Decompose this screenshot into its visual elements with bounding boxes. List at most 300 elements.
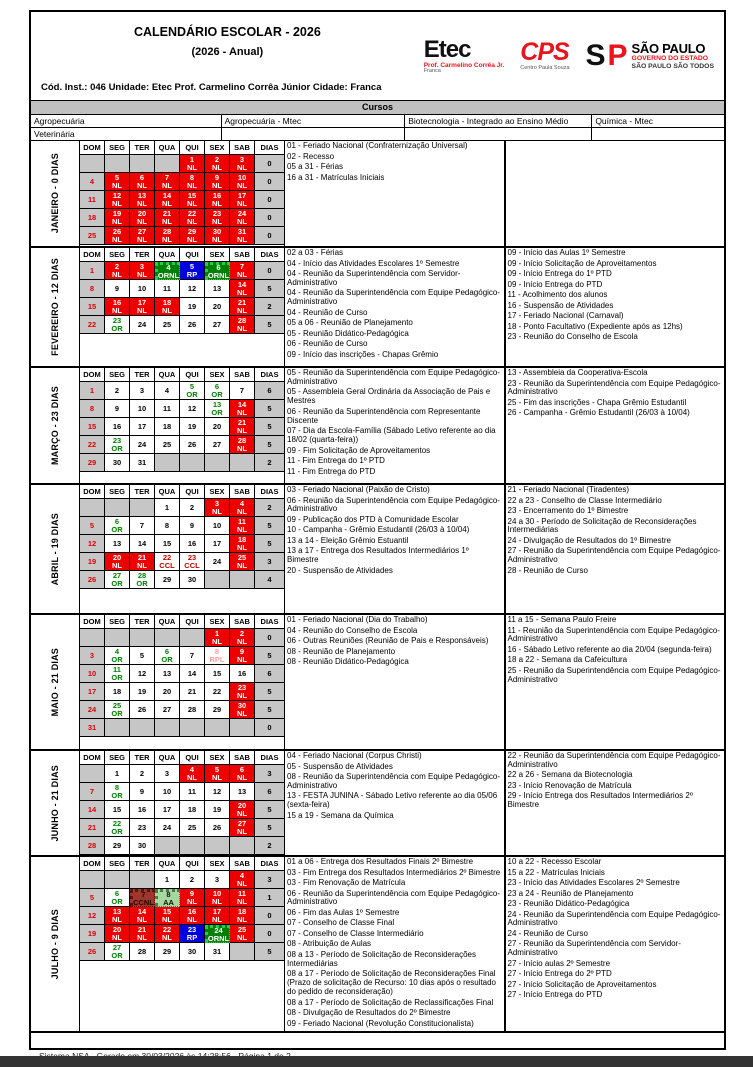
day-code: NL [187, 162, 197, 172]
empty-day-cell [105, 871, 130, 889]
dias-count-cell: 5 [255, 280, 284, 298]
month-label: JUNHO - 21 DIAS [50, 764, 60, 842]
empty-day-cell [155, 719, 180, 737]
day-cell [180, 191, 205, 209]
calendar-grid [80, 751, 284, 855]
day-cell [130, 436, 155, 454]
event-item: 23 - Início das Atividades Escolares 2º Semestre [507, 878, 680, 887]
month-block [31, 615, 724, 751]
day-cell [80, 647, 105, 665]
day-cell [180, 227, 205, 245]
event-item: 08 a 13 - Período de Solicitação de Reconsiderações Intermediárias [287, 949, 477, 968]
empty-day-cell [155, 629, 180, 647]
day-number: 14 [237, 279, 247, 289]
day-code: NL [237, 323, 247, 333]
event-item: 06 - Outras Reuniões (Reunião de Pais e Responsáveis) [287, 636, 489, 645]
day-cell [105, 436, 130, 454]
day-cell [180, 298, 205, 316]
calendar-grid [80, 368, 284, 472]
event-item: 10 - Campanha - Grêmio Estudantil (26/03 à 10/04) [287, 525, 470, 535]
day-number: 11 [163, 283, 171, 293]
calendar-area [80, 368, 285, 483]
day-number: 30 [212, 226, 222, 236]
weekday-header-cell: SEG [105, 615, 130, 629]
day-code: NL [137, 216, 147, 226]
day-cell [80, 454, 105, 472]
event-item: 23 - Início Renovação de Matrícula [507, 780, 632, 790]
course-cell: Agropecuária - Mtec [222, 115, 406, 128]
day-code: NL [212, 772, 222, 782]
events-column-1 [285, 141, 505, 246]
event-item: 11 - Reunião da Superintendência com Equipe Pedagógico-Administrativo [507, 625, 720, 644]
weekday-header-cell: TER [130, 141, 155, 155]
day-number: 30 [137, 840, 147, 850]
day-cell [130, 298, 155, 316]
day-number: 18 [237, 534, 247, 544]
event-item: 29 - Início Entrega dos Resultados Intermediários 2º Bimestre [507, 791, 693, 810]
event-item: 02 - Recesso [287, 151, 335, 161]
page-title: CALENDÁRIO ESCOLAR - 2026 [133, 25, 321, 39]
event-item: 23 - Reunião da Superintendência com Equipe Pedagógico-Administrativo [507, 378, 721, 397]
event-item: 03 - Feriado Nacional (Paixão de Cristo) [287, 485, 430, 494]
empty-day-cell [80, 765, 105, 783]
dias-count-cell: 6 [255, 783, 284, 801]
day-cell [105, 418, 130, 436]
day-cell [80, 535, 105, 553]
day-number: 9 [189, 520, 195, 530]
events-column-1 [285, 485, 505, 613]
dias-count-cell: 5 [255, 819, 284, 837]
event-item: 07 - Conselho de Classe Intermediário [287, 928, 424, 938]
day-code: NL [137, 914, 147, 924]
events-column-1 [285, 248, 505, 366]
day-number: 27 [112, 570, 122, 580]
day-number: 26 [187, 439, 197, 449]
event-item: 06 - Reunião de Curso [287, 339, 368, 349]
dias-count-cell: 5 [255, 517, 284, 535]
dias-count-cell: 2 [255, 499, 284, 517]
day-number: 11 [88, 194, 96, 204]
weekday-header-cell: SEX [205, 751, 230, 765]
day-cell [130, 819, 155, 837]
events-column-2 [505, 368, 725, 483]
day-code: RPL [209, 654, 225, 664]
day-code: NL [162, 305, 172, 315]
day-cell [180, 499, 205, 517]
day-number: 24 [212, 556, 222, 566]
events-column-1 [285, 368, 505, 483]
day-code: ORNL [207, 271, 230, 280]
day-number: 23 [137, 822, 147, 832]
day-number: 1 [214, 628, 220, 638]
day-code: NL [112, 216, 122, 226]
day-cell [155, 436, 180, 454]
day-cell [130, 418, 155, 436]
day-cell [180, 783, 205, 801]
sp-logo-subtitle-2: SÃO PAULO SÃO TODOS [631, 62, 714, 70]
day-number: 17 [212, 538, 222, 548]
etec-logo-city: Franca [423, 68, 441, 74]
day-number: 12 [212, 786, 222, 796]
day-number: 1 [164, 502, 170, 512]
day-cell [155, 400, 180, 418]
month-label: FEVEREIRO - 12 DIAS [50, 258, 60, 356]
day-code: NL [112, 932, 122, 942]
day-code: NL [237, 407, 247, 417]
day-code: NL [237, 162, 247, 172]
day-number: 18 [162, 297, 172, 307]
weekday-header-cell: SEX [205, 368, 230, 382]
day-number: 21 [137, 924, 147, 934]
event-item: 08 - Reunião de Planejamento [287, 646, 396, 656]
day-number: 16 [112, 297, 122, 307]
day-number: 15 [162, 906, 172, 916]
day-code: NL [212, 216, 222, 226]
course-cell [405, 128, 592, 141]
empty-day-cell [230, 571, 255, 589]
day-code: OR [111, 323, 123, 333]
day-cell [205, 819, 230, 837]
event-item: 05 a 31 - Férias [287, 162, 344, 171]
day-number: 20 [212, 421, 222, 431]
event-item: 22 a 23 - Conselho de Classe Intermediário [507, 495, 662, 505]
empty-day-cell [205, 571, 230, 589]
day-code: NL [137, 305, 147, 315]
month-label-cell [31, 485, 80, 613]
empty-day-cell [205, 837, 230, 855]
event-item: 03 - Fim Entrega dos Resultados Intermediários 2º Bimestre [287, 867, 501, 877]
day-number: 19 [87, 556, 97, 566]
weekday-header-cell: TER [130, 485, 155, 499]
day-code: NL [237, 269, 247, 279]
day-number: 26 [137, 704, 147, 714]
day-number: 20 [212, 301, 222, 311]
weekday-header-cell: DIAS [255, 615, 284, 629]
empty-day-cell [205, 454, 230, 472]
empty-day-cell [80, 499, 105, 517]
day-cell [105, 647, 130, 665]
day-cell [155, 262, 180, 280]
events-column-2 [505, 615, 725, 749]
day-number: 15 [162, 538, 172, 548]
day-cell [180, 400, 205, 418]
event-item: 18 a 22 - Semana da Cafeicultura [507, 655, 628, 665]
day-number: 7 [139, 520, 145, 530]
day-number: 1 [114, 768, 120, 778]
dias-count-cell: 0 [255, 227, 284, 245]
day-number: 14 [162, 190, 172, 200]
event-item: 16 - Suspensão de Atividades [507, 300, 614, 310]
day-code: NL [237, 896, 247, 906]
day-number: 27 [212, 319, 222, 329]
day-cell [155, 925, 180, 943]
empty-day-cell [80, 629, 105, 647]
day-cell [105, 837, 130, 855]
sp-logo-subtitle-1: GOVERNO DO ESTADO [631, 54, 709, 62]
day-cell [230, 889, 255, 907]
day-number: 15 [212, 668, 222, 678]
event-item: 24 - Divulgação de Resultados do 1º Bimestre [507, 535, 671, 545]
day-cell [180, 925, 205, 943]
day-number: 23 [237, 682, 247, 692]
day-cell [155, 871, 180, 889]
day-number: 19 [187, 421, 197, 431]
event-item: 04 - Reunião da Superintendência com Equipe Pedagógico-Administrativo [287, 288, 501, 307]
day-cell [205, 871, 230, 889]
day-cell [180, 683, 205, 701]
day-number: 20 [112, 924, 122, 934]
day-number: 18 [187, 804, 197, 814]
day-cell [105, 907, 130, 925]
sp-logo-s-glyph: S [585, 39, 604, 72]
event-item: 22 - Reunião da Superintendência com Equipe Pedagógico-Administrativo [507, 751, 721, 769]
day-cell [130, 837, 155, 855]
event-item: 17 - Feriado Nacional (Carnaval) [507, 311, 624, 320]
day-code: NL [237, 524, 247, 534]
empty-day-cell [230, 719, 255, 737]
month-block [31, 368, 724, 485]
dias-count-cell: 2 [255, 298, 284, 316]
day-number: 23 [187, 924, 197, 934]
day-number: 21 [187, 686, 197, 696]
day-cell [155, 316, 180, 334]
day-number: 12 [187, 283, 197, 293]
day-code: OR [111, 790, 123, 800]
day-number: 9 [214, 172, 220, 182]
empty-day-cell [155, 454, 180, 472]
day-number: 16 [187, 538, 197, 548]
day-cell [205, 683, 230, 701]
day-code: NL [237, 636, 247, 646]
day-cell [180, 943, 205, 961]
day-number: 5 [114, 172, 120, 182]
day-number: 2 [189, 502, 195, 512]
day-code: AA [163, 898, 174, 907]
day-cell [105, 280, 130, 298]
calendar-grid [80, 485, 284, 589]
event-item: 16 a 31 - Matrículas Iniciais [287, 172, 385, 182]
cps-logo-subtitle: Centro Paula Souza [520, 65, 570, 72]
event-item: 04 - Reunião da Superintendência com Servidor-Administrativo [287, 269, 461, 287]
empty-day-cell [180, 629, 205, 647]
day-cell [205, 765, 230, 783]
calendar-area [80, 485, 285, 613]
day-cell [130, 801, 155, 819]
course-cell: Química - Mtec [592, 115, 724, 128]
day-cell [205, 418, 230, 436]
day-cell [180, 280, 205, 298]
day-number: 12 [87, 910, 97, 920]
day-code: NL [237, 425, 247, 435]
day-cell [180, 907, 205, 925]
event-item: 27 - Início Entrega do PTD [507, 990, 603, 1000]
day-cell [180, 517, 205, 535]
day-number: 21 [237, 417, 247, 427]
day-number: 13 [112, 538, 122, 548]
day-number: 24 [87, 704, 97, 714]
day-number: 5 [189, 381, 195, 391]
day-number: 5 [214, 764, 220, 774]
weekday-header-cell: QUI [180, 615, 205, 629]
event-item: 05 a 06 - Reunião de Planejamento [287, 318, 413, 328]
day-number: 8 [214, 646, 220, 656]
day-number: 4 [164, 385, 170, 395]
month-label: JANEIRO - 0 DIAS [50, 153, 60, 234]
day-cell [80, 418, 105, 436]
dias-count-cell: 3 [255, 765, 284, 783]
day-number: 30 [112, 457, 122, 467]
event-item: 04 - Reunião de Curso [287, 307, 368, 317]
day-cell [155, 227, 180, 245]
weekday-header-cell: QUI [180, 857, 205, 871]
header-title-block [31, 12, 424, 100]
day-number: 2 [114, 385, 120, 395]
day-number: 21 [87, 822, 97, 832]
day-code: NL [237, 234, 247, 244]
day-number: 16 [187, 906, 197, 916]
etec-logo [423, 35, 505, 75]
day-cell [80, 719, 105, 737]
day-cell [230, 907, 255, 925]
day-number: 11 [238, 888, 246, 898]
month-block [31, 141, 724, 248]
day-cell [230, 553, 255, 571]
weekday-header-cell: DIAS [255, 485, 284, 499]
dias-count-cell: 0 [255, 191, 284, 209]
page-subtitle: (2026 - Anual) [191, 46, 264, 58]
day-number: 4 [239, 870, 245, 880]
day-number: 13 [212, 283, 222, 293]
dias-count-cell: 5 [255, 943, 284, 961]
event-item: 23 a 24 - Reunião de Planejamento [507, 888, 634, 898]
day-cell [130, 227, 155, 245]
dias-count-cell: 5 [255, 535, 284, 553]
day-number: 18 [112, 686, 122, 696]
day-number: 17 [212, 906, 222, 916]
day-code: NL [137, 234, 147, 244]
weekday-header-cell: SEG [105, 141, 130, 155]
day-cell [80, 436, 105, 454]
day-number: 15 [87, 301, 97, 311]
dias-count-cell: 3 [255, 871, 284, 889]
empty-day-cell [155, 155, 180, 173]
event-item: 01 - Feriado Nacional (Confraternização Universal) [287, 141, 468, 150]
day-number: 8 [189, 172, 195, 182]
day-cell [105, 683, 130, 701]
event-item: 09 - Início das Aulas 1º Semestre [507, 248, 626, 257]
day-cell [80, 925, 105, 943]
dias-count-cell: 5 [255, 316, 284, 334]
weekday-header-cell: SAB [230, 857, 255, 871]
day-number: 1 [89, 385, 95, 395]
weekday-header-cell: QUA [155, 485, 180, 499]
day-cell [180, 535, 205, 553]
event-item: 07 - Conselho de Classe Final [287, 918, 395, 928]
day-cell [130, 553, 155, 571]
month-label-cell [31, 751, 80, 855]
day-cell [155, 173, 180, 191]
day-cell [155, 683, 180, 701]
empty-day-cell [105, 155, 130, 173]
day-cell [180, 871, 205, 889]
dias-count-cell: 2 [255, 837, 284, 855]
event-item: 28 - Reunião de Curso [507, 565, 588, 575]
day-number: 7 [239, 261, 245, 271]
day-cell [80, 683, 105, 701]
day-number: 1 [164, 874, 170, 884]
calendar-area [80, 751, 285, 855]
weekday-header-cell: DOM [80, 485, 105, 499]
weekday-header-cell: SAB [230, 368, 255, 382]
day-cell [205, 436, 230, 454]
weekday-header-cell: QUI [180, 368, 205, 382]
day-number: 22 [212, 686, 222, 696]
dias-count-cell: 3 [255, 553, 284, 571]
day-code: NL [212, 636, 222, 646]
day-cell [105, 382, 130, 400]
day-cell [205, 943, 230, 961]
day-cell [205, 701, 230, 719]
day-number: 22 [87, 319, 97, 329]
day-cell [80, 191, 105, 209]
day-number: 17 [237, 190, 247, 200]
day-number: 9 [239, 646, 245, 656]
day-cell [130, 262, 155, 280]
weekday-header-cell: SEX [205, 248, 230, 262]
day-cell [130, 889, 155, 907]
dias-count-cell: 6 [255, 665, 284, 683]
day-code: NL [237, 708, 247, 718]
day-cell [205, 535, 230, 553]
day-cell [230, 191, 255, 209]
day-code: NL [237, 542, 247, 552]
course-cell [592, 128, 724, 141]
weekday-header-cell: SAB [230, 615, 255, 629]
day-code: NL [237, 654, 247, 664]
event-item: 09 - Início Entrega do PTD [507, 279, 603, 289]
day-code: RP [186, 932, 198, 942]
day-cell [105, 665, 130, 683]
day-cell [130, 517, 155, 535]
day-cell [180, 701, 205, 719]
day-cell [130, 400, 155, 418]
month-label: MAIO - 21 DIAS [50, 647, 60, 717]
day-cell [230, 382, 255, 400]
event-item: 05 - Assembleia Geral Ordinária da Associação de Pais e Mestres [287, 387, 491, 406]
day-number: 7 [164, 172, 170, 182]
day-cell [155, 783, 180, 801]
day-cell [205, 316, 230, 334]
weekday-header-cell: DOM [80, 615, 105, 629]
weekday-header-cell: QUA [155, 141, 180, 155]
day-number: 6 [114, 888, 120, 898]
day-code: NL [137, 932, 147, 942]
day-number: 16 [212, 190, 222, 200]
day-number: 2 [239, 628, 245, 638]
day-number: 9 [189, 888, 195, 898]
events-column-2 [505, 751, 725, 855]
day-code: NL [137, 180, 147, 190]
day-code: OR [111, 950, 123, 960]
day-cell [80, 889, 105, 907]
event-item: 23 - Reunião do Conselho de Escola [507, 332, 638, 341]
day-number: 14 [187, 668, 197, 678]
day-code: NL [112, 560, 122, 570]
day-cell [155, 819, 180, 837]
day-cell [205, 889, 230, 907]
day-number: 20 [112, 552, 122, 562]
day-number: 5 [139, 650, 145, 660]
